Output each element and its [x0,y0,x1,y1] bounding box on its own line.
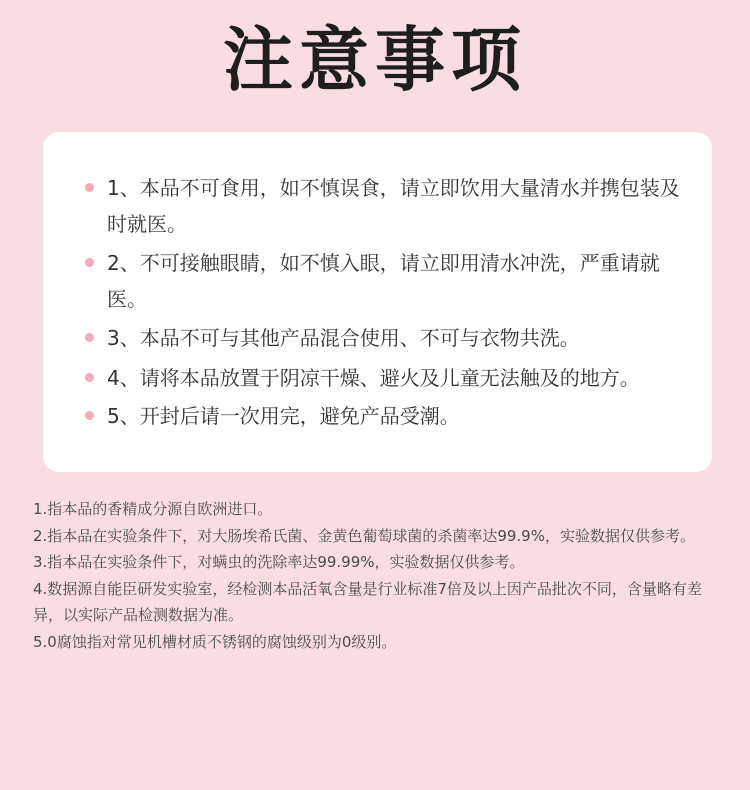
precaution-item-2 [85,245,697,317]
bullet-dot-icon [85,333,94,342]
precautions-card [43,132,712,472]
precaution-item-1 [85,170,697,242]
precaution-text-1: 1、本品不可食用，如不慎误食，请立即饮用大量清水并携包装及时就医。 [107,176,680,236]
bullet-dot-icon [85,183,94,192]
footnote-5: 5.0腐蚀指对常见机槽材质不锈钢的腐蚀级别为0级别。 [33,632,397,651]
footnote-2: 2.指本品在实验条件下，对大肠埃希氏菌、金黄色葡萄球菌的杀菌率达99.9%，实验数据仅供参考。 [33,526,695,545]
precaution-text-2: 2、不可接触眼睛，如不慎入眼，请立即用清水冲洗，严重请就医。 [107,251,660,311]
precaution-item-5 [85,398,697,434]
footnote-1: 1.指本品的香精成分源自欧洲进口。 [33,500,273,518]
footnote-3: 3.指本品在实验条件下，对螨虫的洗除率达99.99%，实验数据仅供参考。 [33,553,525,571]
precaution-text-4: 4、请将本品放置于阴凉干燥、避火及儿童无法触及的地方。 [107,366,640,390]
precaution-text-5: 5、开封后请一次用完，避免产品受潮。 [107,404,460,428]
bullet-dot-icon [85,411,94,420]
bullet-dot-icon [85,258,94,267]
bullet-dot-icon [85,373,94,382]
precaution-item-3 [85,320,697,356]
footnotes [33,496,723,655]
footnote-4: 4.数据源自能臣研发实验室，经检测本品活氧含量是行业标准7倍及以上因产品批次不同，含量略有差异，以实际产品检测数据为准。 [33,579,702,624]
page-title: 注意事项 [223,19,527,101]
precaution-text-3: 3、本品不可与其他产品混合使用、不可与衣物共洗。 [107,326,580,350]
precaution-item-4 [85,360,697,396]
